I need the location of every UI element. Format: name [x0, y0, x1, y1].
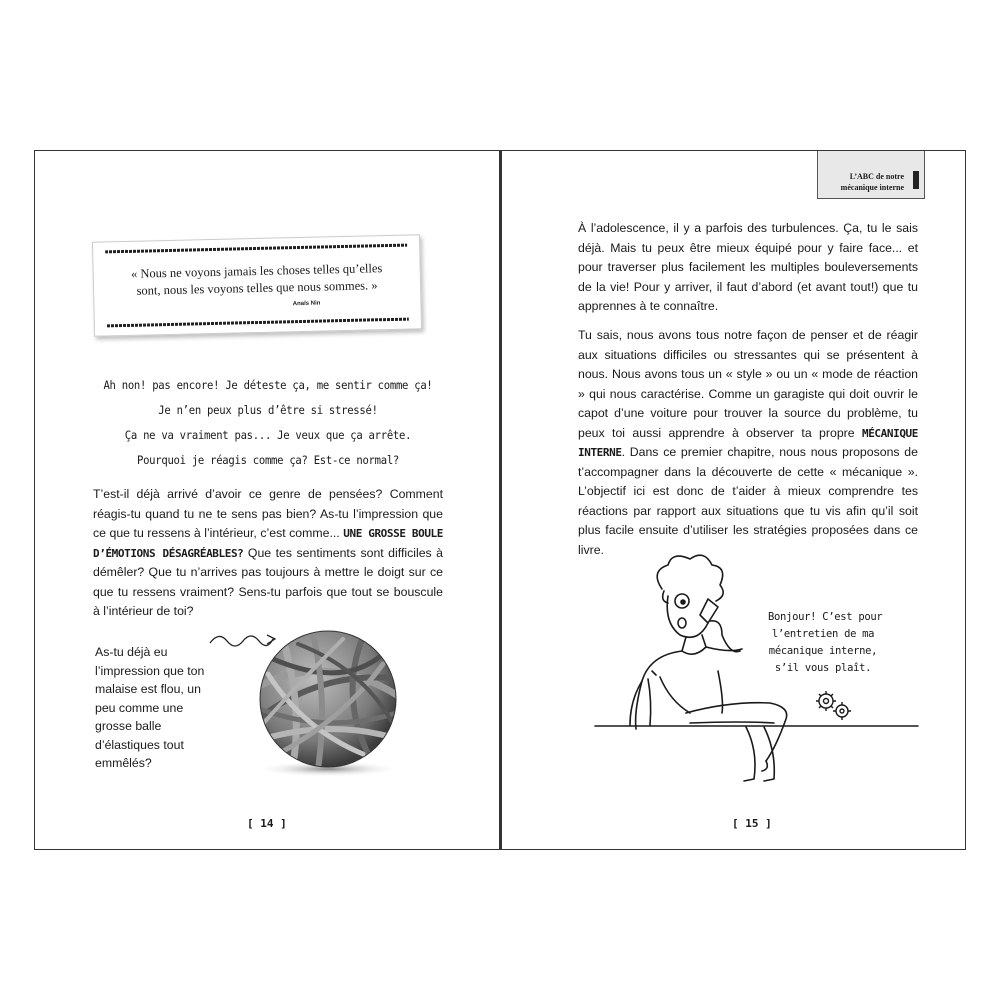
page-number-right: [ 15 ]	[732, 817, 772, 830]
left-paragraph-emphasis: UNE GROSSE BOULE D’ÉMOTIONS DÉSAGRÉABLES?	[93, 527, 444, 560]
left-paragraph-end: Que tes sentiments sont difficiles à démêler? Que tu n’arrives pas toujours à mettre le doigt sur ce que tu ressens vraiment? Sens-tu parfois que tout se bouscule à l’intérieur de toi?	[93, 545, 444, 618]
right-paragraph-2-emphasis: MÉCANIQUE INTERNE	[578, 426, 918, 459]
chapter-tab	[913, 171, 919, 189]
thought-line-1: Ah non! pas encore! Je déteste ça, me sentir comme ça!	[103, 378, 433, 392]
chapter-header	[817, 151, 925, 199]
chapter-title-line-1: L’ABC de notre	[849, 172, 904, 181]
thought-line-2: Je n’en peux plus d’être si stressé!	[158, 403, 378, 417]
speech-bubble-text	[768, 609, 883, 677]
quote-rule-top	[105, 244, 407, 254]
speech-line-3: mécanique interne,	[768, 645, 878, 657]
quote-card	[92, 234, 422, 336]
thought-line-3: Ça ne va vraiment pas... Je veux que ça arrête.	[124, 428, 412, 442]
quote-line-2: sont, nous les voyons telles que nous sommes. »	[136, 278, 378, 298]
ball-caption: As-tu déjà eu l’impression que ton malaise est flou, un peu comme une grosse balle d’élastiques tout emmêlés?	[95, 645, 205, 770]
speech-line-2: l’entretien de ma	[771, 628, 875, 640]
right-paragraph-2-end: . Dans ce premier chapitre, nous nous proposons de t’accompagner dans la découverte de cette « mécanique ». L’objectif ici est donc de t’aider à mieux comprendre tes réactions par rapport aux situations que tu vis afin qu’il soit plus facile ensuite d’utiliser les stratégies proposées dans ce livre.	[578, 445, 918, 557]
handwritten-thoughts	[54, 373, 483, 473]
speech-line-4: s’il vous plaît.	[774, 662, 872, 674]
book-spread	[34, 150, 966, 850]
left-paragraph	[93, 485, 443, 622]
left-paragraph-start: T’est-il déjà arrivé d’avoir ce genre de pensées? Comment réagis-tu quand tu ne te sens pas bien? As-tu l’impression que ce que tu ressens à l’intérieur, c’est comme...	[93, 487, 443, 540]
rubber-band-ball-icon	[243, 629, 413, 779]
quote-author: Anaïs Nin	[292, 300, 321, 308]
quote-text	[114, 260, 401, 300]
chapter-title-line-2: mécanique interne	[840, 183, 904, 192]
right-paragraph-1	[578, 219, 918, 317]
teen-on-phone-illustration	[590, 551, 930, 796]
page-number-left: [ 14 ]	[247, 817, 287, 830]
right-paragraph-1-text: À l’adolescence, il y a parfois des turbulences. Ça, tu le sais déjà. Mais tu peux être mieux équipé pour y faire face... et pour traverser plus facilement les multiples bouleversements de la vie! Pour y arriver, il faut d’abord (et avant tout!) que tu apprennes à te connaître.	[578, 221, 918, 313]
quote-line-1: « Nous ne voyons jamais les choses telles qu’elles	[130, 261, 383, 281]
right-paragraph-2-start: Tu sais, nous avons tous notre façon de penser et de réagir aux situations difficiles ou stressantes qui se présentent à nous. Nous avons tous un « style » ou un « mode de réaction » qui nous caractérise. Comme un garagiste qui doit ouvrir le capot d’une voiture pour trouver la source du problème, tu peux toi aussi apprendre à observer ta propre	[578, 328, 918, 440]
quote-rule-bottom	[107, 318, 409, 328]
chapter-title	[841, 171, 904, 193]
speech-line-1: Bonjour! C’est pour	[768, 611, 883, 623]
right-paragraph-2	[578, 326, 918, 560]
teen-on-phone-icon	[590, 551, 930, 791]
left-page	[34, 150, 500, 850]
right-page	[500, 150, 966, 850]
rubber-band-ball	[243, 629, 413, 784]
thought-line-4: Pourquoi je réagis comme ça? Est-ce normal?	[136, 453, 400, 467]
